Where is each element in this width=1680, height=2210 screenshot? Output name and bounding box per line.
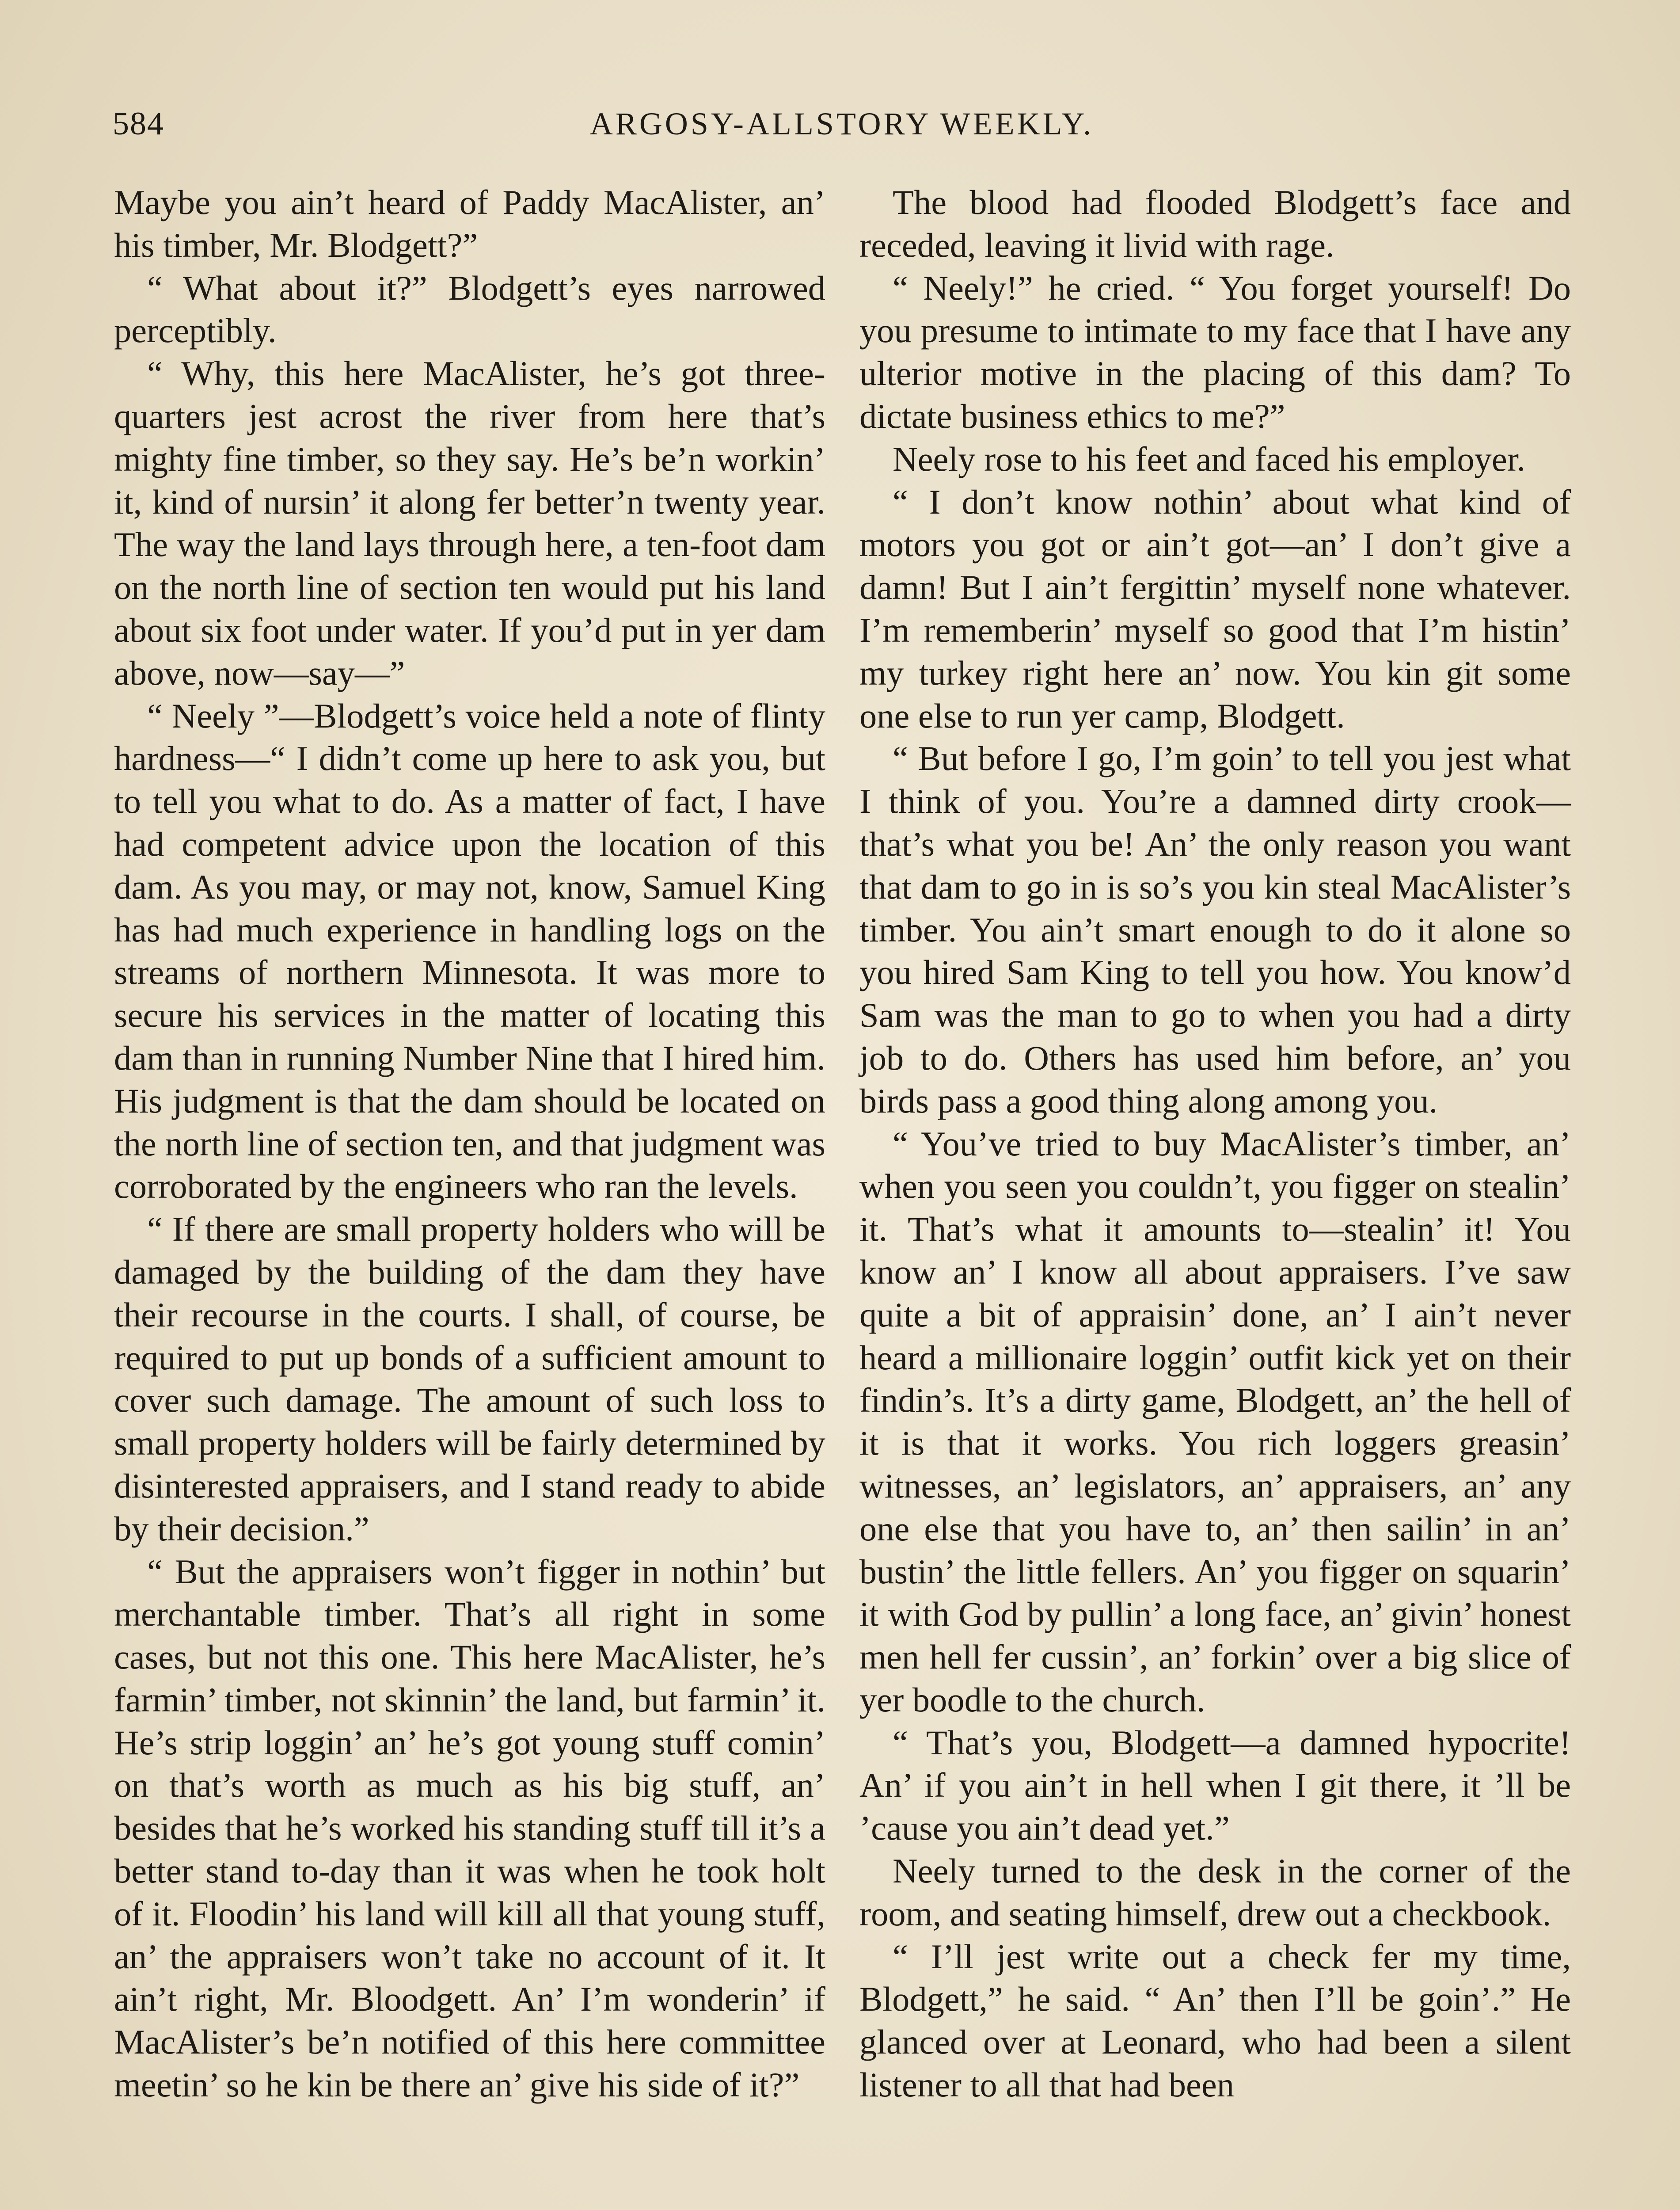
paragraph: “ But the appraisers won’t figger in nothin’ but merchantable timber. That’s all right in some cases, but not this one. This here MacAlister, he’s farmin’ timber, not skinnin’ the land, but farmin’ it. He’s strip loggin’ an’ he’s got young stuff comin’ on that’s worth as much as his big stuff, an’ besides that he’s worked his standing stuff till it’s a better stand to-day than it was when he took holt of it. Floodin’ his land will kill all that young stuff, an’ the appraisers won’t take no account of it. It ain’t right, Mr. Bloodgett. An’ I’m wonderin’ if MacAlister’s be’n notified of this here committee meetin’ so he kin be there an’ give his side of it?” xyxy=(114,1552,825,2104)
paragraph: “ Neely!” he cried. “ You forget yourself! Do you presume to intimate to my face that I have any ulterior motive in the placing of this dam? To dictate business ethics to me?” xyxy=(859,268,1571,435)
paragraph: “ If there are small property holders who will be damaged by the building of the dam they have their recourse in the courts. I shall, of course, be required to put up bonds of a sufficient amount to cover such damage. The amount of such loss to small property holders will be fairly determined by disinterested appraisers, and I stand ready to abide by their decision.” xyxy=(114,1210,825,1548)
left-column xyxy=(114,181,825,2107)
right-column xyxy=(859,181,1571,2107)
paragraph: “ But before I go, I’m goin’ to tell you jest what I think of you. You’re a damned dirty crook—that’s what you be! An’ the only reason you want that dam to go in is so’s you kin steal MacAlister’s timber. You ain’t smart enough to do it alone so you hired Sam King to tell you how. You know’d Sam was the man to go to when you had a dirty job to do. Others has used him before, an’ you birds pass a good thing along among you. xyxy=(859,739,1571,1120)
running-title: ARGOSY-ALLSTORY WEEKLY. xyxy=(589,106,1094,141)
paragraph: “ That’s you, Blodgett—a damned hypocrite! An’ if you ain’t in hell when I git there, it ’ll be ’cause you ain’t dead yet.” xyxy=(859,1723,1571,1848)
paragraph: Maybe you ain’t heard of Paddy MacAlister, an’ his timber, Mr. Blodgett?” xyxy=(114,183,825,264)
paragraph: The blood had flooded Blodgett’s face and receded, leaving it livid with rage. xyxy=(859,183,1571,264)
paragraph: “ Why, this here MacAlister, he’s got three-quarters jest acrost the river from here that’s mighty fine timber, so they say. He’s be’n workin’ it, kind of nursin’ it along fer better’n twenty year. The way the land lays through here, a ten-foot dam on the north line of section ten would put his land about six foot under water. If you’d put in yer dam above, now—say—” xyxy=(114,354,825,692)
paragraph: Neely turned to the desk in the corner of the room, and seating himself, drew out a checkbook. xyxy=(859,1852,1571,1933)
paragraph: Neely rose to his feet and faced his employer. xyxy=(893,439,1526,478)
paragraph: “ I don’t know nothin’ about what kind of motors you got or ain’t got—an’ I don’t give a damn! But I ain’t fergittin’ myself none whatever. I’m rememberin’ myself so good that I’m histin’ my turkey right here an’ now. You kin git some one else to run yer camp, Blodgett. xyxy=(859,482,1571,735)
paragraph: “ What about it?” Blodgett’s eyes narrowed perceptibly. xyxy=(114,268,825,350)
paragraph: “ Neely ”—Blodgett’s voice held a note of flinty hardness—“ I didn’t come up here to ask you, but to tell you what to do. As a matter of fact, I have had competent advice upon the location of this dam. As you may, or may not, know, Samuel King has had much experience in handling logs on the streams of northern Minnesota. It was more to secure his services in the matter of locating this dam than in running Number Nine that I hired him. His judgment is that the dam should be located on the north line of section ten, and that judgment was corroborated by the engineers who ran the levels. xyxy=(114,696,825,1206)
page-number: 584 xyxy=(113,106,164,142)
page-header xyxy=(113,99,1571,148)
paragraph: “ You’ve tried to buy MacAlister’s timber, an’ when you seen you couldn’t, you figger on stealin’ it. That’s what it amounts to—stealin’ it! You know an’ I know all about appraisers. I’ve saw quite a bit of appraisin’ done, an’ I ain’t never heard a millionaire loggin’ outfit kick yet on their findin’s. It’s a dirty game, Blodgett, an’ the hell of it is that it works. You rich loggers greasin’ witnesses, an’ legislators, an’ appraisers, an’ any one else that you have to, an’ then sailin’ in an’ bustin’ the little fellers. An’ you figger on squarin’ it with God by pullin’ a long face, an’ givin’ honest men hell fer cussin’, an’ forkin’ over a big slice of yer boodle to the church. xyxy=(859,1124,1571,1719)
paragraph: “ I’ll jest write out a check fer my time, Blodgett,” he said. “ An’ then I’ll be goin’.” He glanced over at Leonard, who had been a silent listener to all that had been xyxy=(859,1937,1571,2104)
